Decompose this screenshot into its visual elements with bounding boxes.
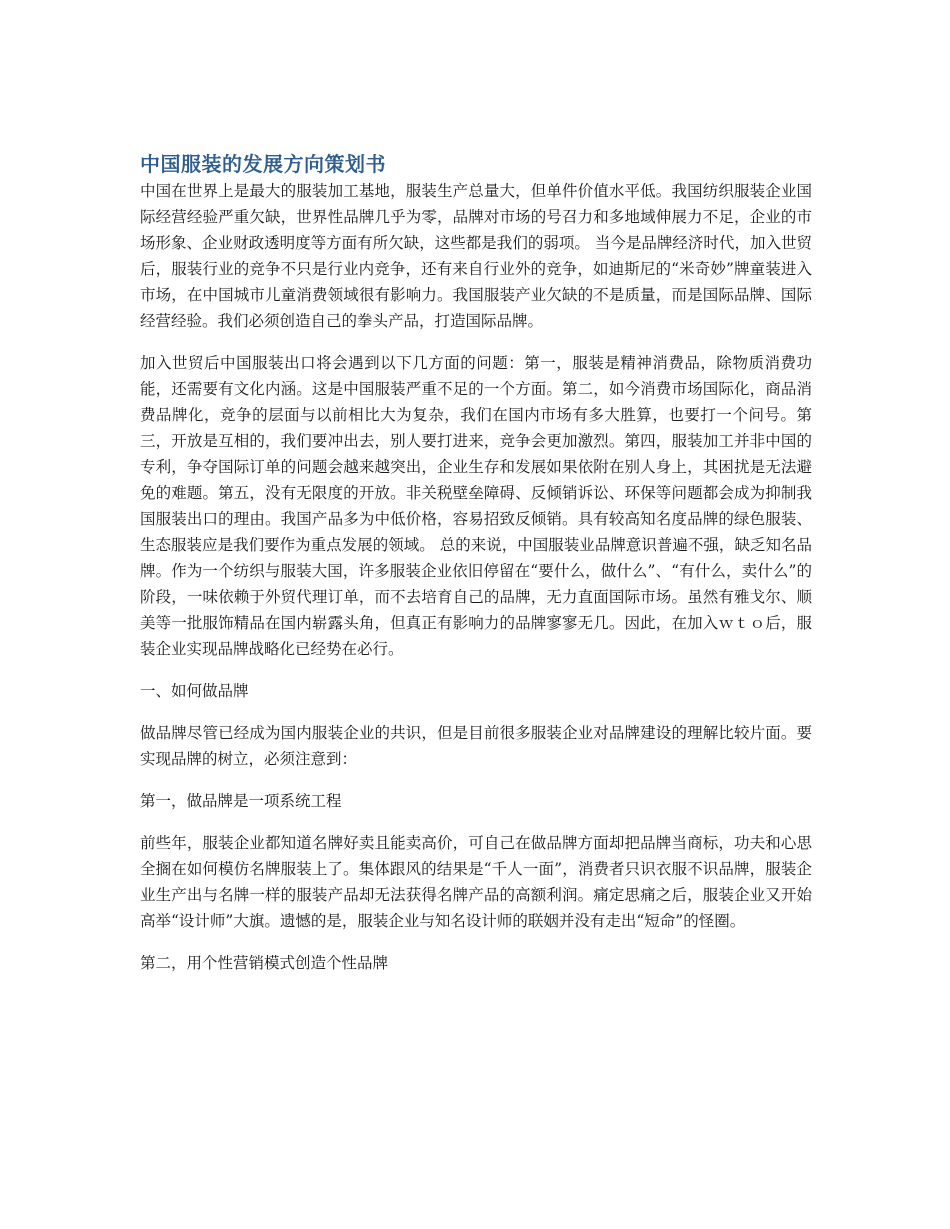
subheading-system-engineering: 第一，做品牌是一项系统工程 bbox=[140, 792, 342, 810]
paragraph-intro: 中国在世界上是最大的服装加工基地，服装生产总量大，但单件价值水平低。我国纺织服装企业国际经营经验严重欠缺，世界性品牌几乎为零，品牌对市场的号召力和多地域伸展力不足，企业的市场形象、企业财政透明度等方面有所欠缺，这些都是我们的弱项。 当今是品牌经济时代，加入世贸后，服装行业的竞争不只是行业内竞争，还有来自行业外的竞争，如迪斯尼的“米奇妙”牌童装进入市场，在中国城市儿童消费领域很有影响力。我国服装产业欠缺的不是质量，而是国际品牌、国际经营经验。我们必须创造自己的拳头产品，打造国际品牌。 bbox=[140, 182, 812, 330]
section-heading-how-to-brand: 一、如何做品牌 bbox=[140, 682, 249, 700]
paragraph-brand-consensus: 做品牌尽管已经成为国内服装企业的共识，但是目前很多服装企业对品牌建设的理解比较片面。要实现品牌的树立，必须注意到： bbox=[140, 724, 812, 768]
subheading-personalized-marketing: 第二，用个性营销模式创造个性品牌 bbox=[140, 954, 389, 972]
document-title: 中国服装的发展方向策划书 bbox=[140, 152, 386, 176]
paragraph-past-years: 前些年，服装企业都知道名牌好卖且能卖高价，可自己在做品牌方面却把品牌当商标，功夫和心思全搁在如何模仿名牌服装上了。集体跟风的结果是“千人一面”，消费者只识衣服不识品牌，服装企业生产出与名牌一样的服装产品却无法获得名牌产品的高额利润。痛定思痛之后，服装企业又开始高举“设计师”大旗。遗憾的是，服装企业与知名设计师的联姻并没有走出“短命”的怪圈。 bbox=[140, 834, 812, 930]
paragraph-wto-problems: 加入世贸后中国服装出口将会遇到以下几方面的问题：第一，服装是精神消费品，除物质消费功能，还需要有文化内涵。这是中国服装严重不足的一个方面。第二，如今消费市场国际化，商品消费品牌化，竞争的层面与以前相比大为复杂，我们在国内市场有多大胜算，也要打一个问号。第三，开放是互相的，我们要冲出去，别人要打进来，竞争会更加激烈。第四，服装加工并非中国的专利，争夺国际订单的问题会越来越突出，企业生存和发展如果依附在别人身上，其困扰是无法避免的难题。第五，没有无限度的开放。非关税壁垒障碍、反倾销诉讼、环保等问题都会成为抑制我国服装出口的理由。我国产品多为中低价格，容易招致反倾销。具有较高知名度品牌的绿色服装、生态服装应是我们要作为重点发展的领域。 总的来说，中国服装业品牌意识普遍不强，缺乏知名品牌。作为一个纺织与服装大国，许多服装企业依旧停留在“要什么，做什么”、“有什么，卖什么”的阶段，一味依赖于外贸代理订单，而不去培育自己的品牌，无力直面国际市场。虽然有雅戈尔、顺美等一批服饰精品在国内崭露头角，但真正有影响力的品牌寥寥无几。因此，在加入ｗｔｏ后，服装企业实现品牌战略化已经势在必行。 bbox=[140, 354, 812, 658]
